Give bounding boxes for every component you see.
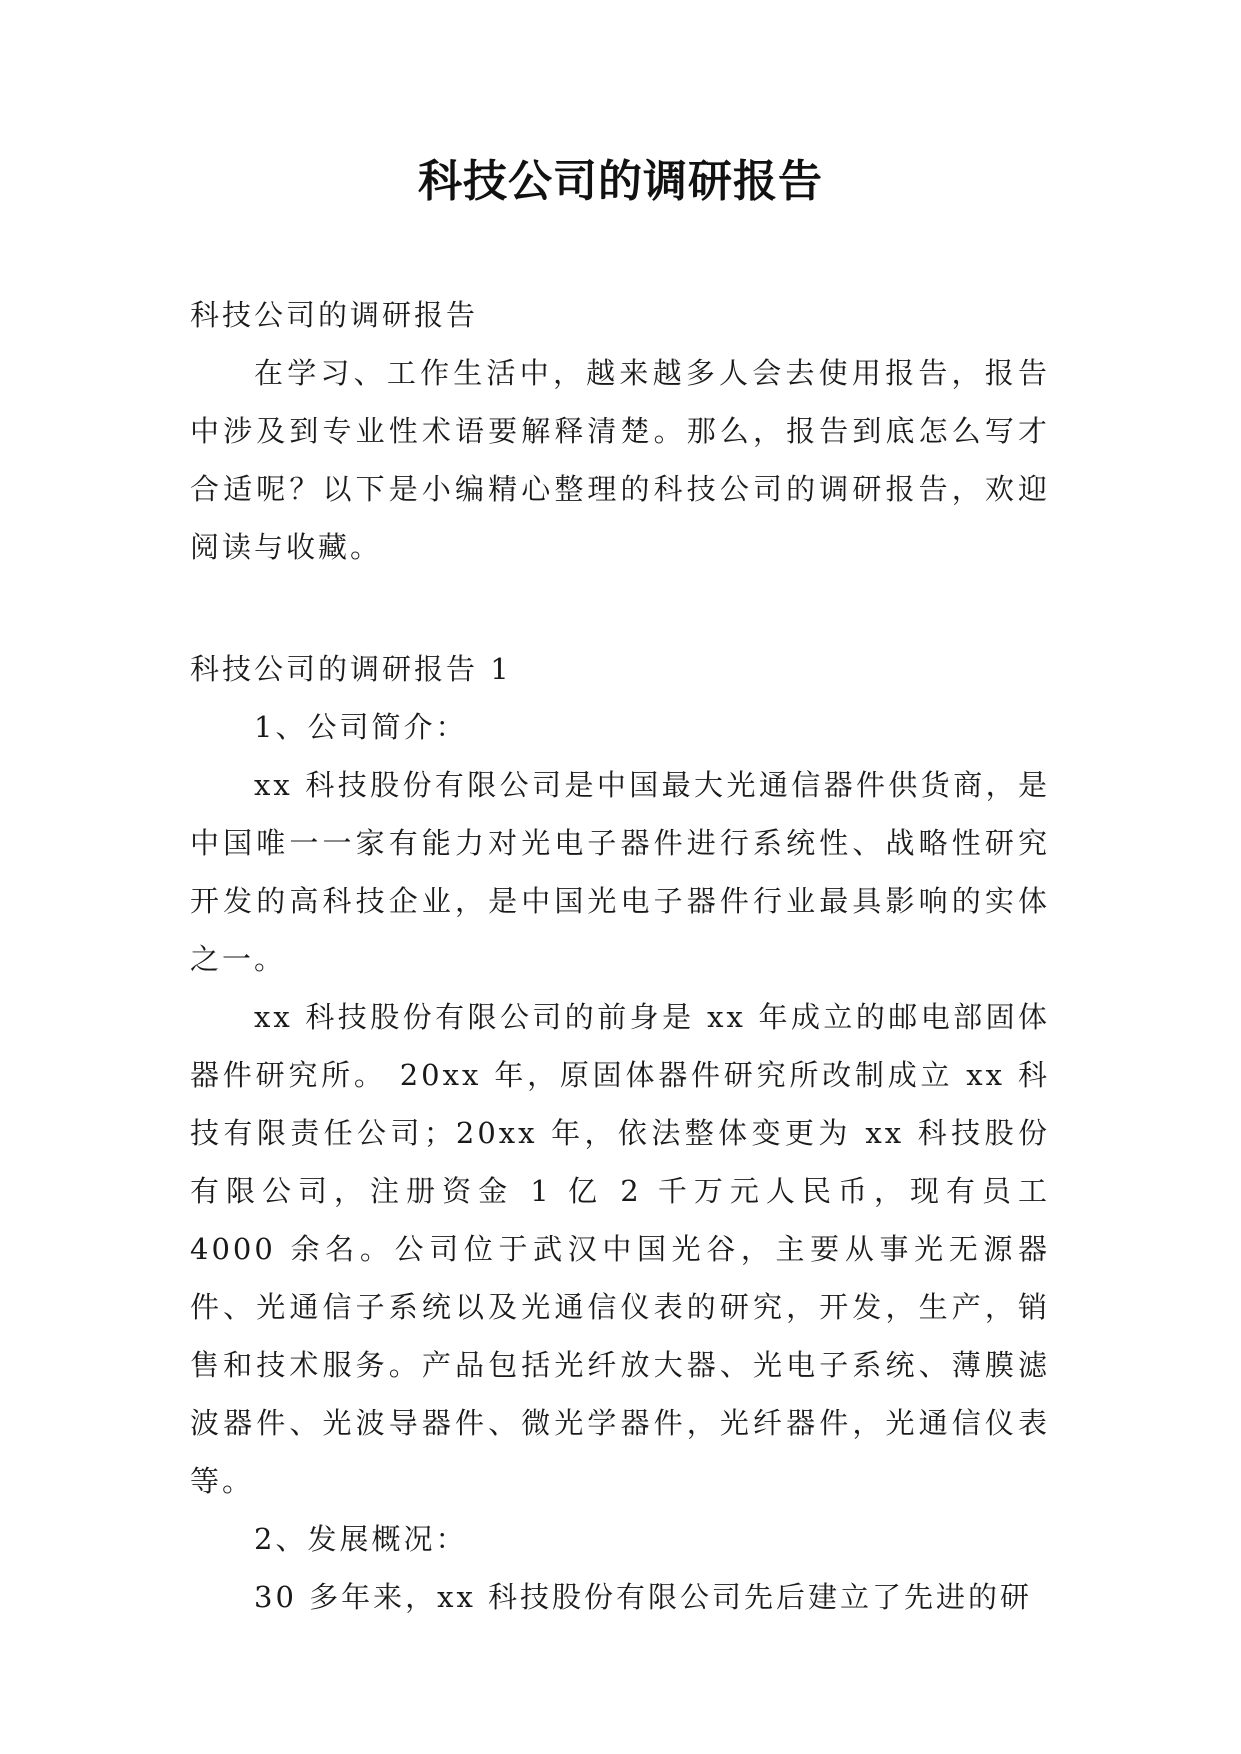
company-profile-heading: 1、公司简介： xyxy=(254,710,468,744)
intro-heading: 科技公司的调研报告 xyxy=(190,298,479,332)
intro-paragraph: 在学习、工作生活中，越来越多人会去使用报告，报告中涉及到专业性术语要解释清楚。那么，报告到底怎么写才合适呢？以下是小编精心整理的科技公司的调研报告，欢迎阅读与收藏。 xyxy=(190,356,1050,564)
intro-section xyxy=(190,286,1050,576)
company-profile-paragraph-1: xx 科技股份有限公司是中国最大光通信器件供货商，是中国唯一一家有能力对光电子器件进行系统性、战略性研究开发的高科技企业，是中国光电子器件行业最具影响的实体之一。 xyxy=(190,768,1050,976)
development-overview-paragraph: 30 多年来，xx 科技股份有限公司先后建立了先进的研 xyxy=(254,1580,1033,1614)
development-overview-heading: 2、发展概况： xyxy=(254,1522,468,1556)
section-1-heading: 科技公司的调研报告 1 xyxy=(190,652,512,686)
document-title: 科技公司的调研报告 xyxy=(418,156,823,207)
report-section-1 xyxy=(190,640,1050,1626)
company-profile-paragraph-2: xx 科技股份有限公司的前身是 xx 年成立的邮电部固体器件研究所。 20xx 年，原固体器件研究所改制成立 xx 科技有限责任公司；20xx 年，依法整体变更为 xx 科技股份有限公司，注册资金 1 亿 2 千万元人民币，现有员工 4000 余名。公司位于武汉中国光谷，主要从事光无源器件、光通信子系统以及光通信仪表的研究，开发，生产，销售和技术服务。产品包括光纤放大器、光电子系统、薄膜滤波器件、光波导器件、微光学器件，光纤器件，光通信仪表等。 xyxy=(190,1000,1050,1498)
